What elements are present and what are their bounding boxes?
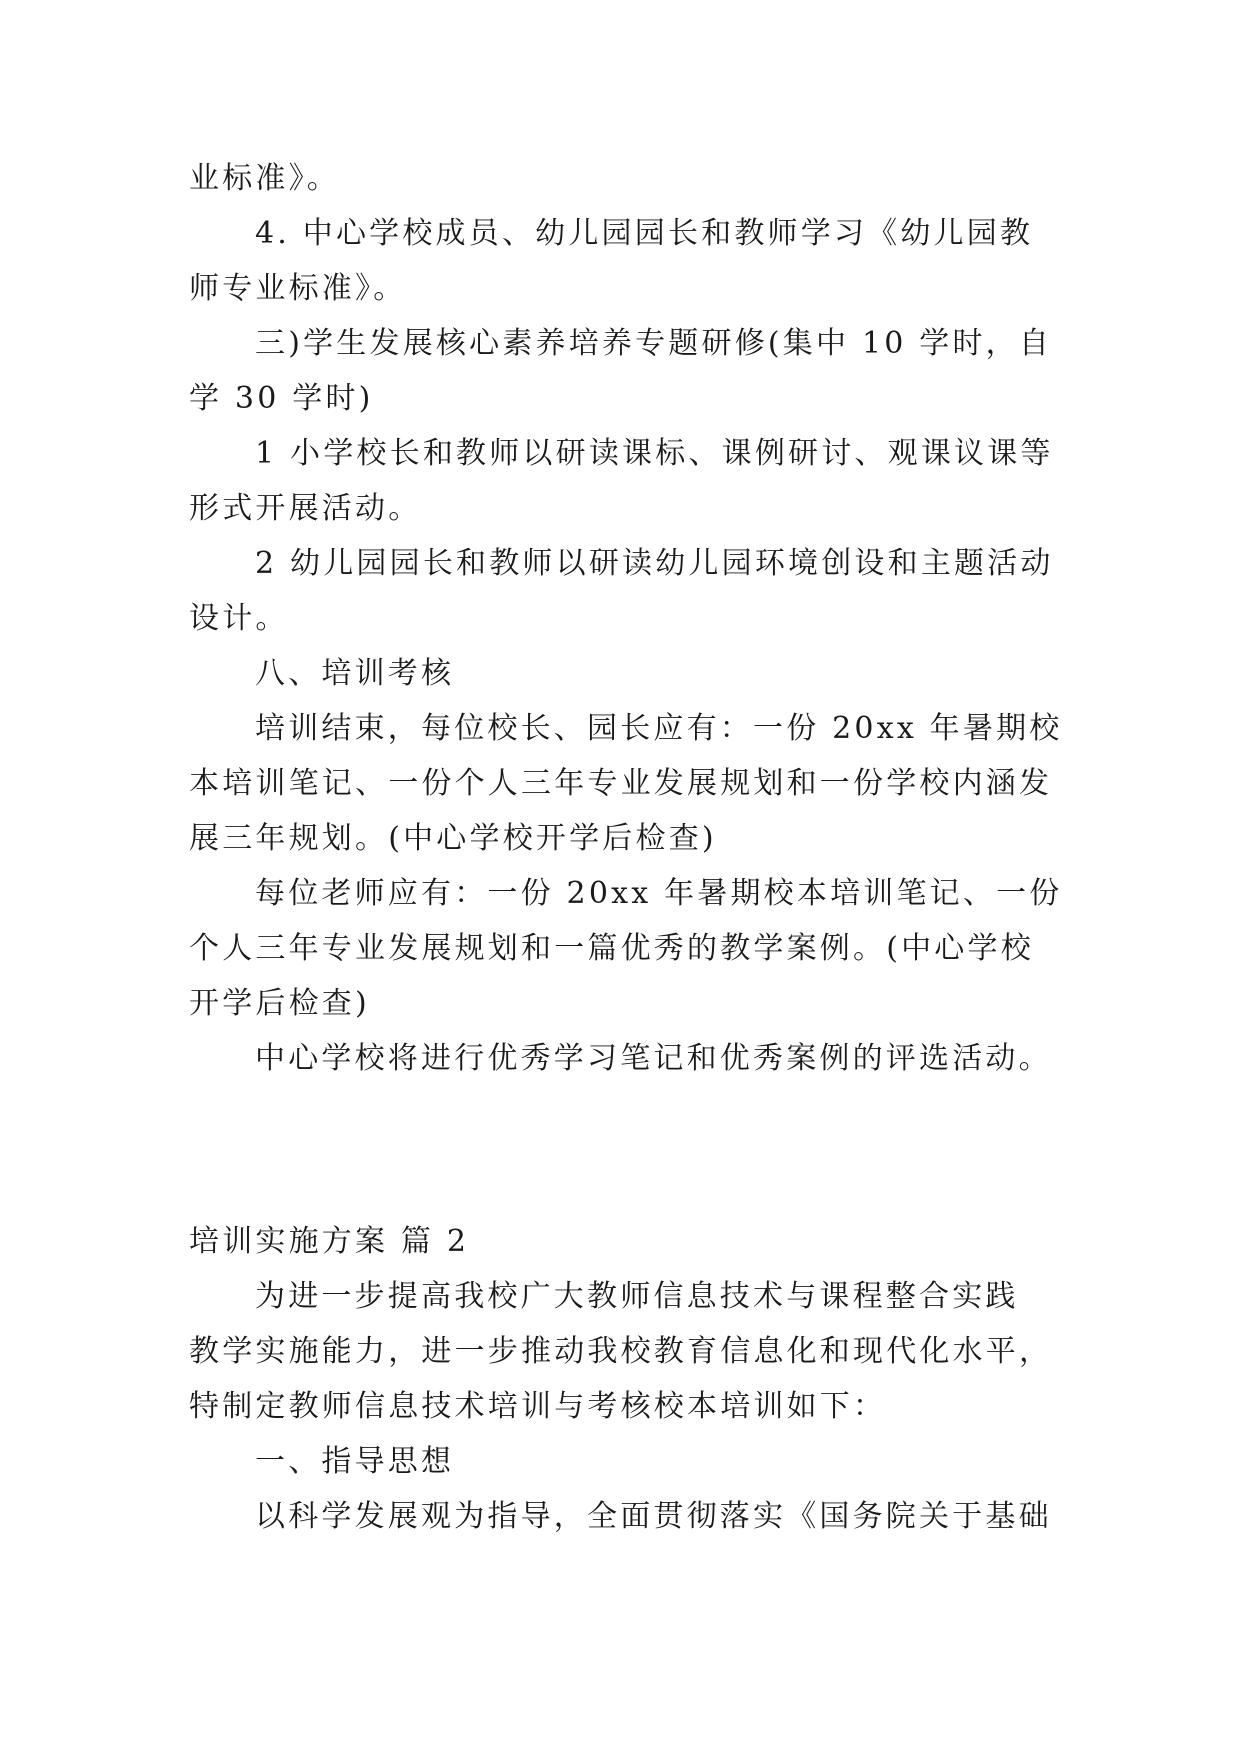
text-line: 学 30 学时) — [189, 381, 374, 416]
text-line: 个人三年专业发展规划和一篇优秀的教学案例。(中心学校 — [189, 931, 1034, 966]
text-line: 本培训笔记、一份个人三年专业发展规划和一份学校内涵发 — [189, 766, 1053, 801]
text-line: 形式开展活动。 — [189, 491, 422, 526]
text-line: 培训结束，每位校长、园长应有：一份 20xx 年暑期校 — [255, 711, 1063, 746]
text-line: 师专业标准》。 — [189, 271, 407, 306]
text-line: 业标准》。 — [189, 161, 340, 196]
text-line: 展三年规划。(中心学校开学后检查) — [189, 821, 717, 856]
text-line: 1 小学校长和教师以研读课标、课例研讨、观课议课等 — [255, 436, 1054, 471]
section-heading: 一、指导思想 — [255, 1444, 455, 1479]
document-section-2 — [189, 1214, 1059, 1544]
text-line: 特制定教师信息技术培训与考核校本培训如下： — [189, 1389, 887, 1424]
document-section-1 — [189, 151, 1063, 1086]
text-line: 2 幼儿园园长和教师以研读幼儿园环境创设和主题活动 — [255, 546, 1054, 581]
text-line: 为进一步提高我校广大教师信息技术与课程整合实践 — [255, 1279, 1019, 1314]
text-line: 开学后检查) — [189, 986, 370, 1021]
text-line: 教学实施能力，进一步推动我校教育信息化和现代化水平， — [189, 1334, 1053, 1369]
text-line: 三)学生发展核心素养培养专题研修(集中 10 学时，自 — [255, 326, 1053, 361]
text-line: 以科学发展观为指导，全面贯彻落实《国务院关于基础 — [255, 1499, 1052, 1534]
text-line: 设计。 — [189, 601, 289, 636]
text-line: 中心学校将进行优秀学习笔记和优秀案例的评选活动。 — [255, 1041, 1052, 1076]
section-heading: 八、培训考核 — [255, 656, 455, 691]
text-line: 4. 中心学校成员、幼儿园园长和教师学习《幼儿园教 — [255, 216, 1034, 251]
document-title: 培训实施方案 篇 2 — [189, 1224, 470, 1259]
text-line: 每位老师应有：一份 20xx 年暑期校本培训笔记、一份 — [255, 876, 1063, 911]
